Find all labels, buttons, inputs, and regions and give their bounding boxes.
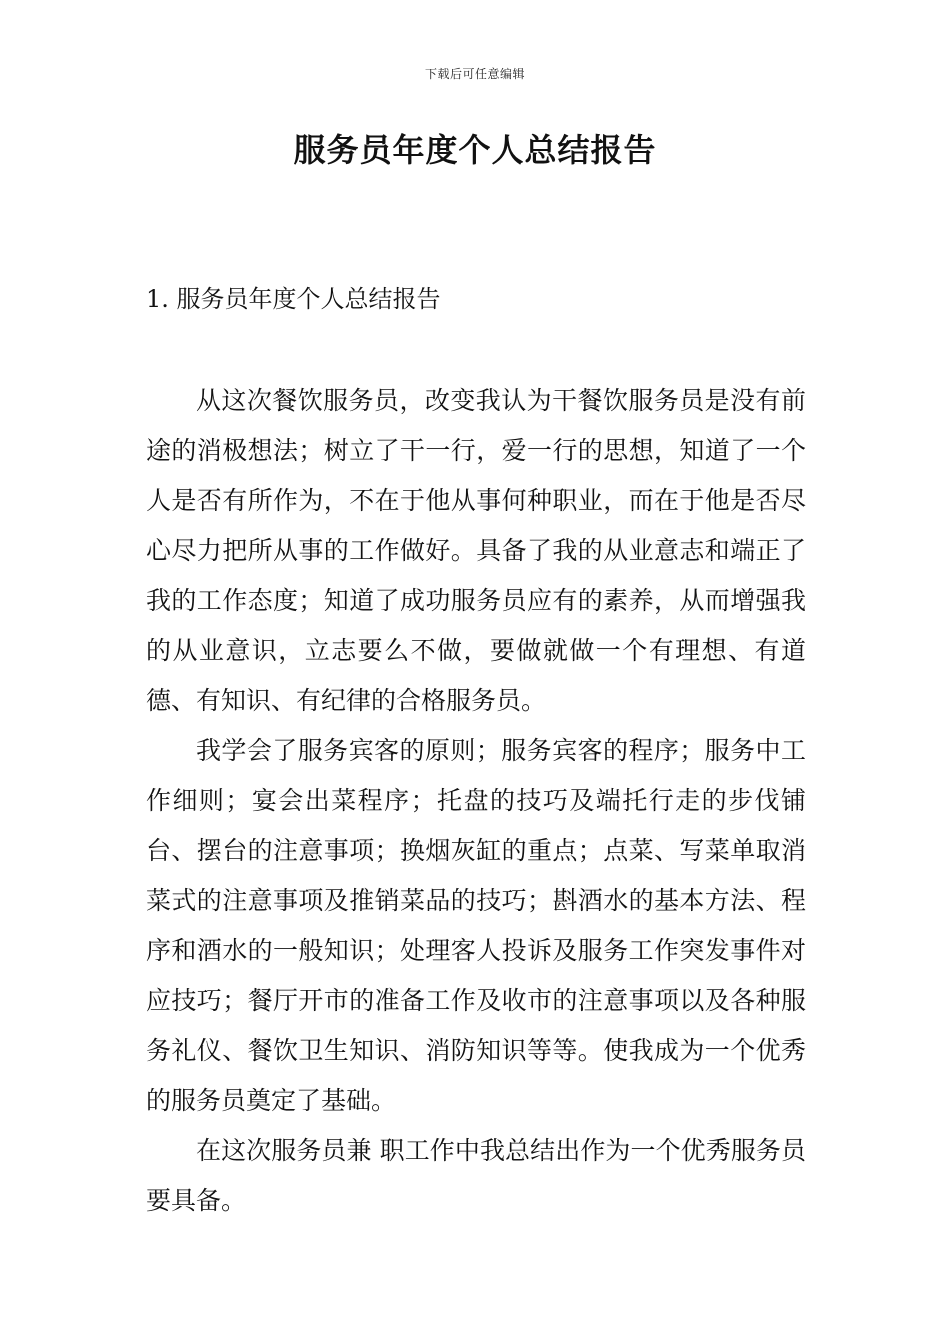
paragraph-3: 在这次服务员兼 职工作中我总结出作为一个优秀服务员要具备。	[146, 1136, 806, 1215]
section-heading: 1. 服务员年度个人总结报告	[146, 285, 441, 313]
paragraph-1: 从这次餐饮服务员，改变我认为干餐饮服务员是没有前途的消极想法；树立了干一行，爱一行的思想，知道了一个人是否有所作为，不在于他从事何种职业，而在于他是否尽心尽力把所从事的工作做好。具备了我的从业意志和端正了我的工作态度；知道了成功服务员应有的素养，从而增强我的从业意识，立志要么不做，要做就做一个有理想、有道德、有知识、有纪律的合格服务员。	[146, 386, 806, 715]
page-title: 服务员年度个人总结报告	[293, 131, 657, 169]
paragraph-2: 我学会了服务宾客的原则；服务宾客的程序；服务中工作细则；宴会出菜程序；托盘的技巧及端托行走的步伐铺台、摆台的注意事项；换烟灰缸的重点；点菜、写菜单取消菜式的注意事项及推销菜品的技巧；斟酒水的基本方法、程序和酒水的一般知识；处理客人投诉及服务工作突发事件对应技巧；餐厅开市的准备工作及收市的注意事项以及各种服务礼仪、餐饮卫生知识、消防知识等等。使我成为一个优秀的服务员奠定了基础。	[146, 736, 806, 1115]
header-note: 下载后可任意编辑	[424, 67, 525, 81]
document-body	[146, 376, 806, 1226]
